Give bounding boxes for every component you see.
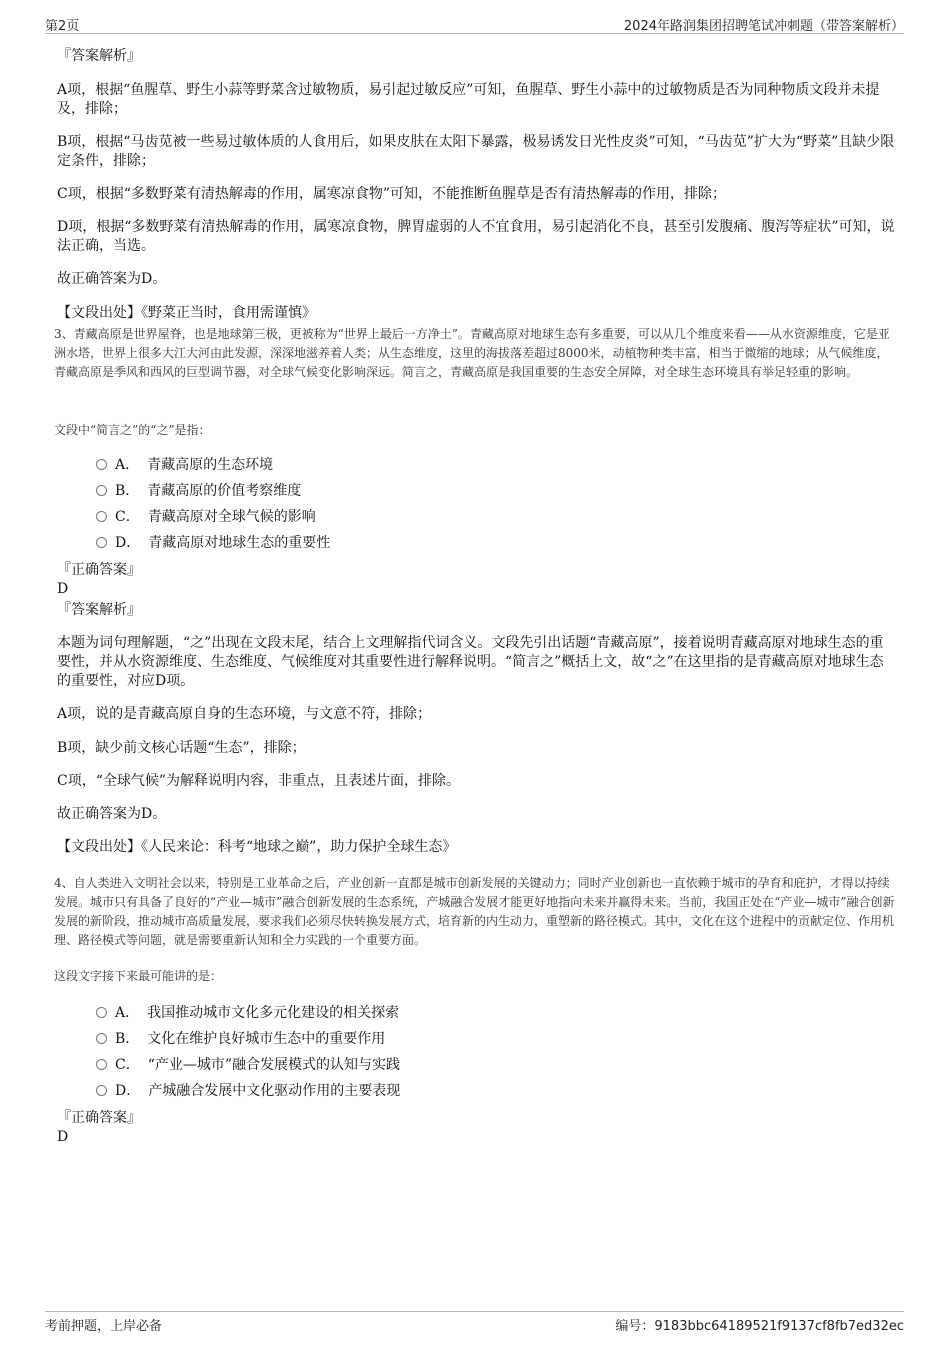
source: 【文段出处】《人民来论：科考“地球之巅”，助力保护全球生态》	[57, 839, 457, 855]
question-4-option-b[interactable]: B． 文化在维护良好城市生态中的重要作用	[96, 1029, 385, 1049]
conclusion: 故正确答案为D。	[57, 271, 167, 287]
conclusion: 故正确答案为D。	[57, 806, 167, 822]
question-4-option-d[interactable]: D． 产城融合发展中文化驱动作用的主要表现	[96, 1081, 400, 1101]
radio-icon[interactable]	[96, 511, 107, 522]
analysis-option-a: A项，根据“鱼腥草、野生小蒜等野菜含过敏物质，易引起过敏反应”可知，鱼腥草、野生小蒜中的过敏物质是否为同种物质文段并未提及，排除；	[57, 82, 880, 117]
analysis-label: 『答案解析』	[57, 48, 141, 64]
question-3-option-c[interactable]: C． 青藏高原对全球气候的影响	[96, 507, 316, 527]
analysis-option-b: B项，缺少前文核心话题“生态”，排除；	[57, 740, 306, 756]
answer-value: D	[57, 1129, 69, 1145]
analysis-option-a: A项，说的是青藏高原自身的生态环境，与文意不符，排除；	[57, 706, 432, 722]
radio-icon[interactable]	[96, 459, 107, 470]
question-4-option-a[interactable]: A． 我国推动城市文化多元化建设的相关探索	[96, 1003, 399, 1023]
document-id: 编号：9183bbc64189521f9137cf8fb7ed32ec	[615, 1319, 904, 1334]
radio-icon[interactable]	[96, 485, 107, 496]
radio-icon[interactable]	[96, 1007, 107, 1018]
question-3-passage: 3、青藏高原是世界屋脊，也是地球第三极，更被称为“世界上最后一方净土”。青藏高原对地球生态有多重要，可以从几个维度来看——从水资源维度，它是亚洲水塔，世界上很多大江大河由此发源，深深地滋养着人类；从生态维度，这里的海拔落差超过8000米，动植物种类丰富，相当于微缩的地球；从气候维度，青藏高原是季风和西风的巨型调节器，对全球气候变化影响深远。简言之，青藏高原是我国重要的生态安全屏障，对全球生态环境具有举足轻重的影响。	[54, 327, 890, 379]
question-4-passage: 4、自人类进入文明社会以来，特别是工业革命之后，产业创新一直都是城市创新发展的关键动力；同时产业创新也一直依赖于城市的孕育和庇护，才得以持续发展。城市只有具备了良好的“产业—城市”融合创新发展的生态系统，产城融合发展才能更好地指向未来并赢得未来。当前，我国正处在“产业—城市”融合创新发展的新阶段，推动城市高质量发展，要求我们必须尽快转换发展方式，培育新的内生动力，重塑新的路径模式。其中，文化在这个进程中的贡献定位、作用机理、路径模式等问题，就是需要重新认知和全力实践的一个重要方面。	[54, 876, 895, 947]
question-3-option-b[interactable]: B． 青藏高原的价值考察维度	[96, 481, 301, 501]
source: 【文段出处】《野菜正当时，食用需谨慎》	[57, 305, 316, 321]
radio-icon[interactable]	[96, 1033, 107, 1044]
answer-label: 『正确答案』	[57, 1110, 141, 1126]
analysis-option-b: B项，根据“马齿苋被一些易过敏体质的人食用后，如果皮肤在太阳下暴露，极易诱发日光性皮炎”可知，“马齿苋”扩大为“野菜”且缺少限定条件，排除；	[57, 134, 895, 169]
question-3-option-d[interactable]: D． 青藏高原对地球生态的重要性	[96, 533, 330, 553]
question-3-option-a[interactable]: A． 青藏高原的生态环境	[96, 455, 273, 475]
page-footer	[45, 1311, 904, 1336]
question-4-option-c[interactable]: C． “产业—城市”融合发展模式的认知与实践	[96, 1055, 400, 1075]
radio-icon[interactable]	[96, 1059, 107, 1070]
answer-value: D	[57, 581, 69, 597]
footer-slogan: 考前押题，上岸必备	[45, 1319, 163, 1334]
page-header	[45, 11, 904, 34]
analysis-text: 本题为词句理解题，“之”出现在文段末尾，结合上文理解指代词含义。文段先引出话题“青藏高原”，接着说明青藏高原对地球生态的重要性，并从水资源维度、生态维度、气候维度对其重要性进行解释说明。“简言之”概括上文，故“之”在这里指的是青藏高原对地球生态的重要性，对应D项。	[57, 635, 884, 689]
analysis-option-c: C项，根据“多数野菜有清热解毒的作用，属寒凉食物”可知，不能推断鱼腥草是否有清热解毒的作用，排除；	[57, 186, 727, 202]
analysis-option-d: D项，根据“多数野菜有清热解毒的作用，属寒凉食物，脾胃虚弱的人不宜食用，易引起消化不良，甚至引发腹痛、腹泻等症状”可知，说法正确，当选。	[57, 219, 895, 254]
answer-label: 『正确答案』	[57, 562, 141, 578]
page-number: 第2页	[45, 19, 80, 34]
question-3-stem: 文段中“简言之”的“之”是指：	[54, 423, 211, 437]
analysis-option-c: C项，“全球气候”为解释说明内容，非重点，且表述片面，排除。	[57, 773, 461, 789]
document-title: 2024年路润集团招聘笔试冲刺题（带答案解析）	[623, 19, 904, 34]
radio-icon[interactable]	[96, 1085, 107, 1096]
question-4-stem: 这段文字接下来最可能讲的是：	[54, 969, 223, 983]
radio-icon[interactable]	[96, 537, 107, 548]
analysis-label: 『答案解析』	[57, 602, 141, 618]
